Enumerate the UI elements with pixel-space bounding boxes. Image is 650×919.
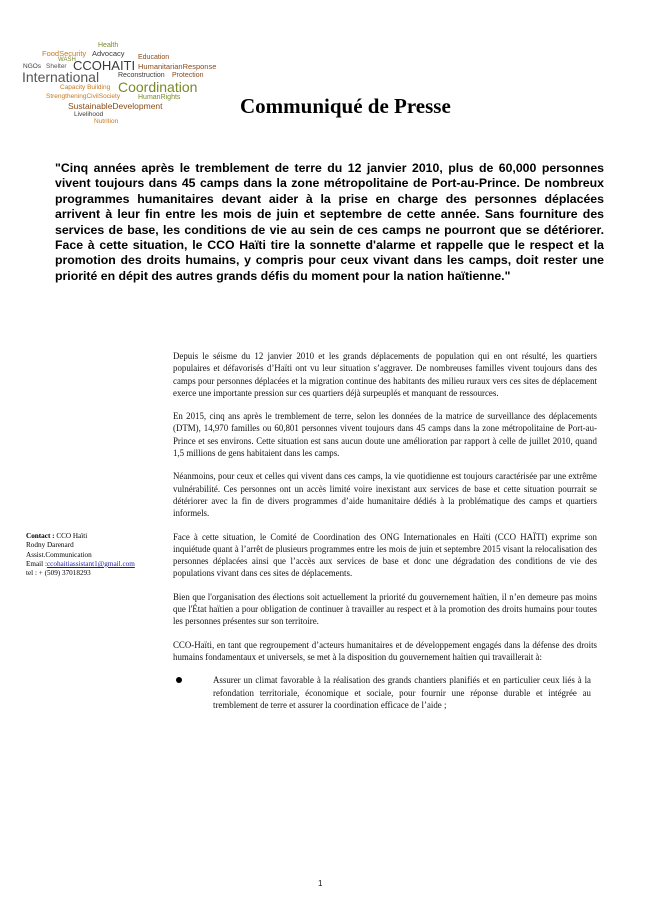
logo-word: NGOs	[23, 63, 42, 70]
logo-word: Health	[98, 42, 119, 49]
logo-word: StrengtheningCivilSociety	[46, 93, 121, 100]
paragraph: Depuis le séisme du 12 janvier 2010 et les grands déplacements de population qui en ont résulté, les quartiers populaires et défavorisés d’Haïti ont vu leur situation s’aggraver. De nombreuses familles vivent toujours dans des camps pour personnes déplacées et la migration continue des habitants des milieu ruraux vers ces sites de déplacement exerce une importante pression sur ces quartiers déjà surpeuplés et manquant de ressources.	[173, 351, 597, 398]
logo-word: HumanRights	[138, 94, 181, 101]
logo-word: Reconstruction	[118, 72, 165, 79]
logo-word: FoodSecurity	[42, 49, 87, 58]
logo-word: Protection	[172, 72, 204, 79]
paragraph: Néanmoins, pour ceux et celles qui vivent dans ces camps, la vie quotidienne est toujours caractérisée par une extrême vulnérabilité. Ces personnes ont un accès limité voire inexistant aux services de base et cette situation pourrait se détériorer avec la fin de divers programmes d’aide humanitaire dédiés à la problématique des camps et quartiers informels.	[173, 471, 597, 519]
page-title: Communiqué de Presse	[240, 94, 451, 118]
contact-role: Assist.Communication	[26, 550, 92, 559]
bullet-text: Assurer un climat favorable à la réalisation des grands chantiers planifiés et en particulier ceux liés à la refondation territoriale, économique et sociale, pour fournir une réponse durable et intégrée au tremblement de terre et assurer la coordination efficace de l’aide ;	[213, 675, 591, 710]
logo-word: CCOHAITI	[73, 58, 136, 73]
bullet-item	[173, 674, 591, 711]
paragraph: En 2015, cinq ans après le tremblement de terre, selon les données de la matrice de surveillance des déplacements (DTM), 14,970 familles ou 60,801 personnes vivent toujours dans 45 camps dans la zone métropolitaine de Port-au-Prince et ses environs. Cette situation est sans aucun doute une amélioration par rapport à celle de juillet 2010, quand 1,5 millions de gens habitaient dans les camps.	[173, 411, 597, 459]
logo-word: Nutrition	[94, 118, 119, 125]
email-link[interactable]: ccohaitiassistant1@gmail.com	[46, 559, 135, 568]
logo-word: International	[22, 69, 100, 85]
paragraph: CCO-Haïti, en tant que regroupement d’acteurs humanitaires et de développement engagés dans la défense des droits humains fondamentaux et universels, se met à la disposition du gouvernement haïtien qui travaillerait à:	[173, 639, 597, 662]
logo-word: Education	[138, 54, 170, 61]
logo-word: Capacity Building	[60, 84, 111, 91]
bullet-icon	[176, 677, 182, 683]
contact-org: CCO Haïti	[54, 532, 88, 540]
body-text	[173, 350, 597, 711]
contact-phone: tel : + (509) 37018293	[26, 569, 91, 578]
contact-email-line	[26, 560, 156, 569]
logo-word: Shelter	[46, 63, 67, 70]
contact-block	[26, 532, 156, 578]
bullet-list	[173, 674, 597, 711]
contact-name: Rodny Darenard	[26, 541, 74, 550]
logo-word: SustainableDevelopment	[68, 101, 163, 111]
logo-word: HumanitarianResponse	[138, 62, 217, 71]
contact-line	[26, 532, 156, 541]
email-label: Email :	[26, 559, 47, 568]
lead-quote: "Cinq années après le tremblement de terre du 12 janvier 2010, plus de 60,000 personnes vivent toujours dans 45 camps dans la zone métropolitaine de Port-au-Prince. De nombreux programmes humanitaires devant aider à la prise en charge des personnes déplacées arrivent à leur fin entre les mois de juin et septembre de cette année. Sans fourniture des services de base, les conditions de vie au sein de ces camps ne pourront que se détériorer. Face à cette situation, le CCO Haïti tire la sonnette d'alarme et rappelle que le respect et la promotion des droits humains, y compris pour ceux vivant dans les camps, doit rester une priorité en dépit des autres grands défis du moment pour la nation haïtienne."	[55, 161, 604, 283]
ccohaiti-word-cloud-logo	[22, 40, 230, 125]
logo-word: WASH	[58, 57, 76, 63]
logo-word: Livelihood	[74, 111, 104, 118]
paragraph: Face à cette situation, le Comité de Coordination des ONG Internationales en Haïti (CCO HAÏTI) exprime son inquiétude quant à l’arrêt de plusieurs programmes entre les mois de juin et septembre 2015 visant la relocalisation des personnes déplacées ainsi que l’accès aux services de base et donc une dégradation des conditions de vie des populations vivant dans ces sites de déplacements.	[173, 531, 597, 579]
contact-label: Contact :	[26, 532, 55, 540]
logo-word: Coordination	[118, 79, 198, 95]
logo-word: Advocacy	[92, 49, 125, 58]
paragraph: Bien que l'organisation des élections soit actuellement la priorité du gouvernement haïtien, il n’en demeure pas moins que l'État haïtien a pour obligation de continuer à travailler au respect et à la promotion des droits humains pour toutes les personnes présentes sur son territoire.	[173, 591, 597, 627]
page-number: 1	[318, 879, 323, 888]
